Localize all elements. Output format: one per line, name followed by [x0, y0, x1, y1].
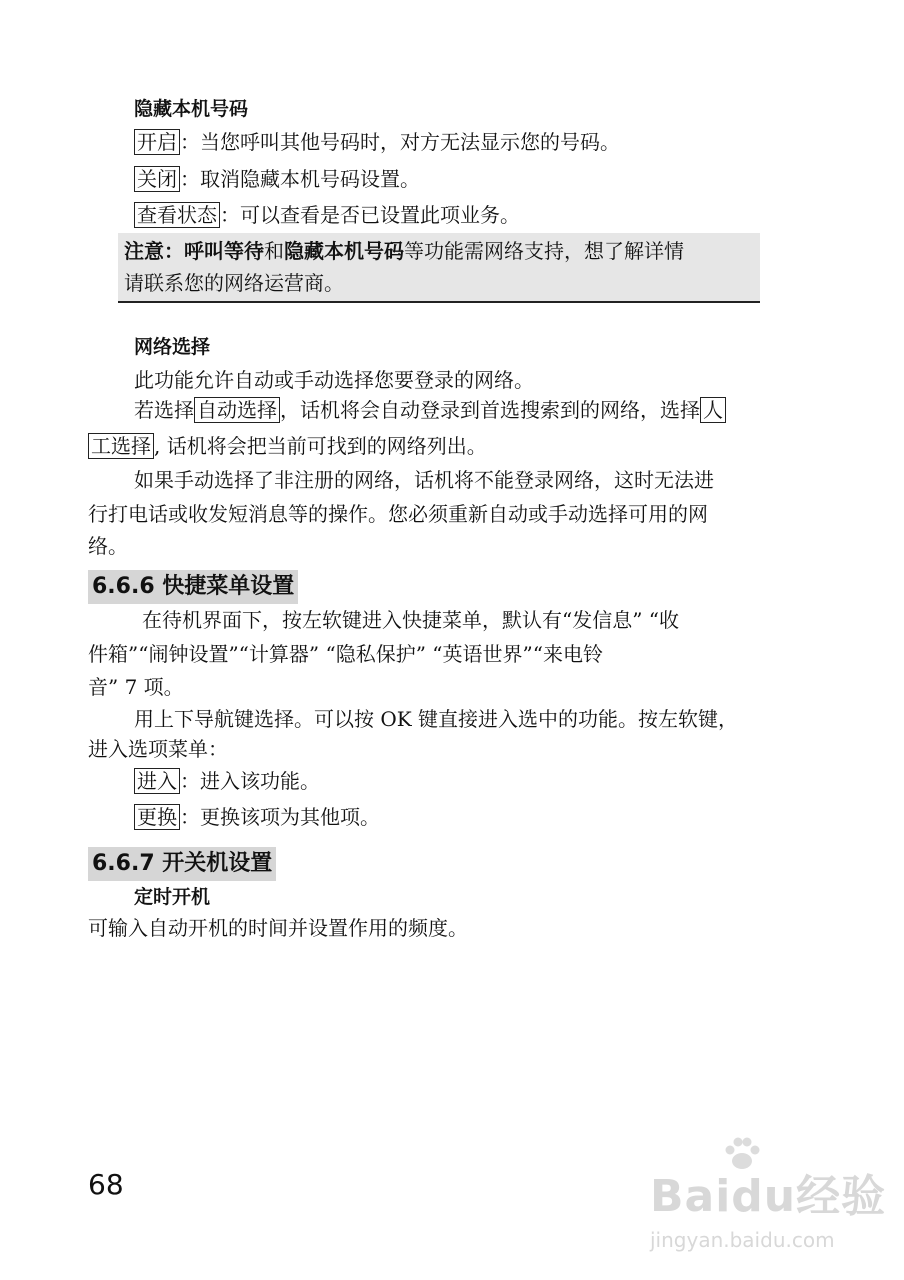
note-line-2: 请联系您的网络运营商。	[124, 271, 344, 295]
option-label-box: 进入	[134, 768, 180, 794]
section-title-hide-number: 隐藏本机号码	[134, 98, 249, 120]
note-line-1: 注意：呼叫等待和隐藏本机号码等功能需网络支持，想了解详情	[124, 239, 684, 263]
option-line	[134, 768, 320, 794]
section-title-network-selection: 网络选择	[134, 336, 211, 358]
section-heading-6-6-6: 6.6.6 快捷菜单设置	[88, 570, 298, 604]
section-heading-6-6-7: 6.6.7 开关机设置	[88, 847, 276, 881]
paragraph: 音” 7 项。	[88, 675, 184, 699]
paragraph: 工选择 , 话机将会把当前可找到的网络列出。	[88, 433, 487, 459]
option-label-box: 开启	[134, 129, 180, 155]
paragraph: 进入选项菜单：	[88, 737, 228, 761]
watermark-brand: Baidu经验	[650, 1171, 887, 1222]
option-description: ：更换该项为其他项。	[180, 805, 380, 829]
option-label-box: 人	[700, 397, 726, 423]
option-description: ：可以查看是否已设置此项业务。	[220, 203, 520, 227]
option-line	[134, 202, 520, 228]
option-description: ：进入该功能。	[180, 769, 320, 793]
page-number: 68	[88, 1168, 124, 1201]
paragraph: 可输入自动开机的时间并设置作用的频度。	[88, 916, 468, 940]
option-line	[134, 129, 620, 155]
paragraph: 若选择 自动选择 ，话机将会自动登录到首选搜索到的网络，选择 人	[134, 397, 726, 423]
option-label-box: 自动选择	[194, 397, 280, 423]
paragraph: 用上下导航键选择。可以按 OK 键直接进入选中的功能。按左软键，	[134, 707, 739, 731]
option-label-box: 更换	[134, 804, 180, 830]
paw-icon	[722, 1134, 762, 1174]
paragraph: 如果手动选择了非注册的网络，话机将不能登录网络，这时无法进	[134, 468, 714, 492]
paragraph: 件箱”“闹钟设置”“计算器” “隐私保护” “英语世界”“来电铃	[88, 642, 603, 666]
watermark-url: jingyan.baidu.com	[650, 1228, 835, 1252]
subsection-title-timed-power-on: 定时开机	[134, 886, 211, 908]
option-line	[134, 804, 380, 830]
paragraph: 此功能允许自动或手动选择您要登录的网络。	[134, 368, 534, 392]
paragraph: 在待机界面下，按左软键进入快捷菜单，默认有“发信息” “收	[142, 608, 680, 632]
paragraph: 行打电话或收发短消息等的操作。您必须重新自动或手动选择可用的网	[88, 502, 708, 526]
option-description: ：当您呼叫其他号码时，对方无法显示您的号码。	[180, 130, 620, 154]
watermark	[650, 1160, 886, 1252]
option-label-box: 工选择	[88, 433, 154, 459]
paragraph: 络。	[88, 534, 128, 558]
option-label-box: 查看状态	[134, 202, 220, 228]
option-label-box: 关闭	[134, 166, 180, 192]
note-box	[118, 233, 760, 303]
option-description: ：取消隐藏本机号码设置。	[180, 167, 420, 191]
option-line	[134, 166, 420, 192]
